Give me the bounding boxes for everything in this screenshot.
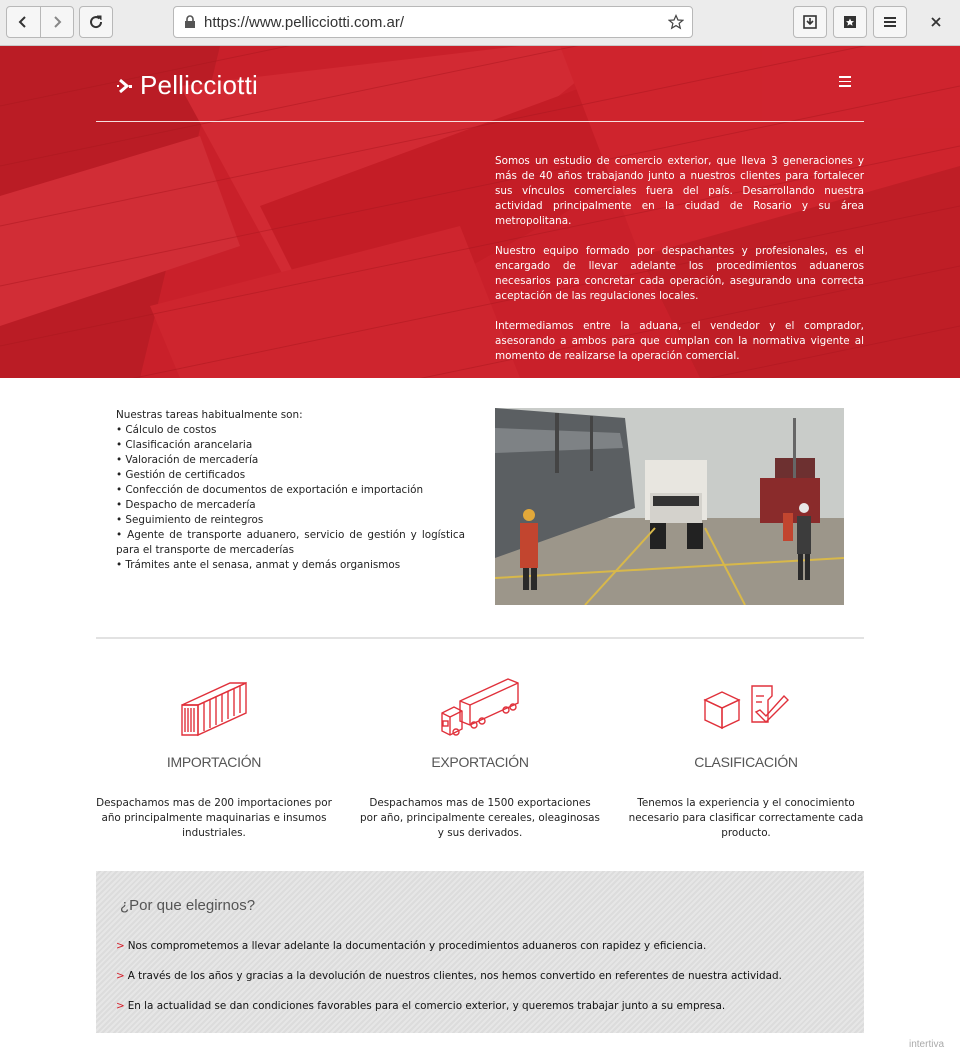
task-item: • Valoración de mercadería bbox=[116, 454, 259, 466]
lock-icon bbox=[184, 15, 196, 29]
service-clasificacion bbox=[626, 672, 866, 841]
task-item: • Agente de transporte aduanero, servicio de gestión y logística para el transporte de mercaderías bbox=[116, 529, 465, 556]
bookmarks-icon bbox=[842, 14, 858, 30]
menu-button[interactable] bbox=[873, 6, 907, 38]
task-item: • Confección de documentos de exportación e importación bbox=[116, 484, 424, 496]
hero-section bbox=[0, 46, 960, 378]
reload-icon bbox=[88, 14, 104, 30]
tasks-list bbox=[116, 408, 465, 573]
close-icon bbox=[930, 16, 942, 28]
task-item: • Despacho de mercadería bbox=[116, 499, 256, 511]
downloads-button[interactable] bbox=[793, 6, 827, 38]
chevron-left-icon bbox=[17, 15, 29, 29]
bullet-marker: > bbox=[116, 970, 125, 982]
bullet-marker: > bbox=[116, 1000, 125, 1012]
why-title: ¿Por que elegirnos? bbox=[120, 897, 256, 914]
service-description: Tenemos la experiencia y el conocimiento necesario para clasificar correctamente cada producto. bbox=[628, 797, 864, 839]
service-description: Despachamos mas de 1500 exportaciones por año, principalmente cereales, oleaginosas y sus derivados. bbox=[360, 797, 600, 839]
task-item: • Cálculo de costos bbox=[116, 424, 217, 436]
why-item bbox=[116, 939, 856, 954]
task-item: • Trámites ante el senasa, anmat y demás organismos bbox=[116, 559, 401, 571]
hero-paragraph: Somos un estudio de comercio exterior, que lleva 3 generaciones y más de 40 años trabajando junto a nuestros clientes para fortalecer sus vínculos comerciales fuera del país. Desarrollando nuestra actividad principalmente en la ciudad de Rosario y su área metropolitana. bbox=[495, 155, 864, 227]
bookmark-star-icon[interactable] bbox=[668, 14, 684, 30]
service-title: EXPORTACIÓN bbox=[431, 754, 529, 770]
bullet-marker: > bbox=[116, 940, 125, 952]
service-title: CLASIFICACIÓN bbox=[694, 754, 798, 770]
developer-watermark[interactable]: intertiva bbox=[909, 1039, 945, 1050]
box-checklist-icon bbox=[702, 682, 790, 734]
nav-buttons bbox=[6, 6, 74, 38]
bookmarks-button[interactable] bbox=[833, 6, 867, 38]
download-tray-icon bbox=[802, 14, 818, 30]
menu-icon bbox=[883, 16, 897, 28]
task-item: • Gestión de certificados bbox=[116, 469, 246, 481]
chevron-right-icon bbox=[51, 15, 63, 29]
service-title: IMPORTACIÓN bbox=[166, 754, 262, 770]
why-item-text: A través de los años y gracias a la devolución de nuestros clientes, nos hemos convertido en referentes de nuestra actividad. bbox=[127, 970, 782, 982]
service-exportacion bbox=[360, 672, 600, 841]
hero-paragraph: Intermediamos entre la aduana, el vendedor y el comprador, asesorando a ambos para que cumplan con la normativa vigente al momento de realizarse la operación comercial. bbox=[495, 320, 864, 362]
forward-button[interactable] bbox=[40, 7, 73, 37]
logo-mark-icon bbox=[116, 76, 136, 96]
site-menu-toggle[interactable] bbox=[839, 76, 851, 90]
address-bar[interactable] bbox=[173, 6, 693, 38]
why-choose-us bbox=[96, 871, 864, 1033]
port-truck-photo bbox=[495, 408, 844, 605]
service-importacion bbox=[94, 672, 334, 841]
hero-divider bbox=[96, 121, 864, 122]
hero-paragraph: Nuestro equipo formado por despachantes y profesionales, es el encargado de llevar adelante los procedimientos aduaneros necesarios para concretar cada operación, asegurando una correcta aceptación de las regulaciones locales. bbox=[495, 245, 864, 302]
browser-toolbar bbox=[0, 0, 960, 46]
why-item-text: Nos comprometemos a llevar adelante la documentación y procedimientos aduaneros con rapidez y eficiencia. bbox=[127, 940, 707, 952]
tasks-heading: Nuestras tareas habitualmente son: bbox=[116, 409, 303, 421]
hero-intro bbox=[495, 154, 864, 378]
truck-icon bbox=[438, 675, 522, 741]
why-item bbox=[116, 999, 856, 1014]
task-item: • Seguimiento de reintegros bbox=[116, 514, 264, 526]
section-divider bbox=[96, 637, 864, 639]
url-text: https://www.pellicciotti.com.ar/ bbox=[204, 14, 405, 31]
task-item: • Clasificación arancelaria bbox=[116, 439, 253, 451]
container-icon bbox=[178, 675, 250, 741]
service-description: Despachamos mas de 200 importaciones por año principalmente maquinarias e insumos industriales. bbox=[96, 797, 332, 839]
close-window-button[interactable] bbox=[922, 8, 950, 36]
back-button[interactable] bbox=[7, 7, 40, 37]
why-item bbox=[116, 969, 856, 984]
reload-button[interactable] bbox=[79, 6, 113, 38]
site-logo[interactable] bbox=[116, 70, 258, 101]
brand-name: Pellicciotti bbox=[140, 70, 258, 100]
why-item-text: En la actualidad se dan condiciones favorables para el comercio exterior, y queremos trabajar junto a su empresa. bbox=[127, 1000, 726, 1012]
